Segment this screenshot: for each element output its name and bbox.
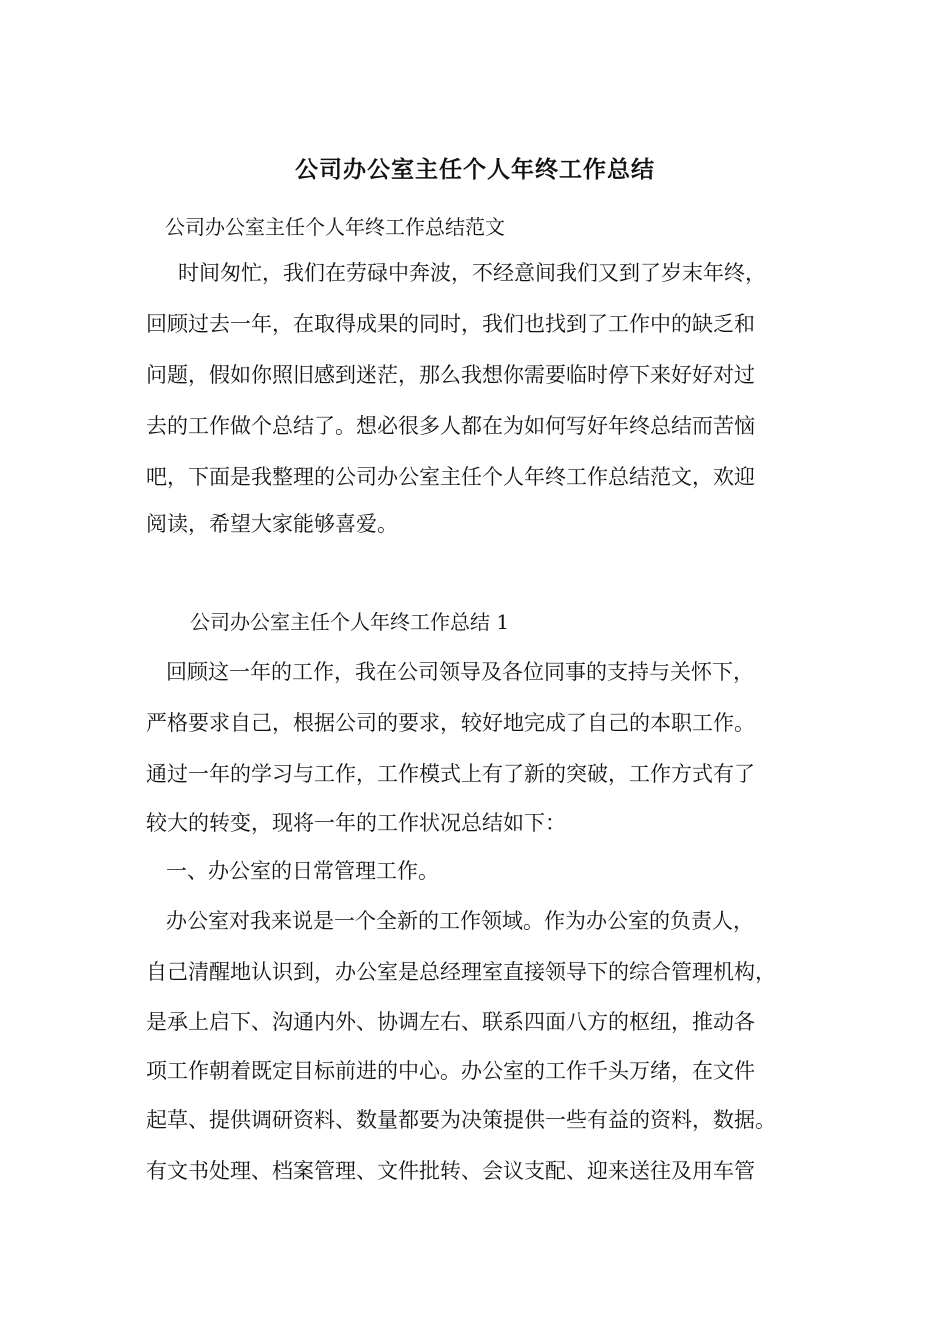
section-line: 严格要求自己，根据公司的要求，较好地完成了自己的本职工作。 xyxy=(146,711,755,735)
intro-line: 时间匆忙，我们在劳碌中奔波，不经意间我们又到了岁末年终， xyxy=(178,261,766,285)
section-line: 通过一年的学习与工作，工作模式上有了新的突破，工作方式有了 xyxy=(146,762,755,786)
intro-line: 问题，假如你照旧感到迷茫，那么我想你需要临时停下来好好对过 xyxy=(146,363,755,387)
intro-line: 阅读，希望大家能够喜爱。 xyxy=(146,512,398,536)
body-line: 有文书处理、档案管理、文件批转、会议支配、迎来送往及用车管 xyxy=(146,1159,755,1183)
intro-line: 吧，下面是我整理的公司办公室主任个人年终工作总结范文，欢迎 xyxy=(146,465,755,489)
body-line: 自己清醒地认识到，办公室是总经理室直接领导下的综合管理机构， xyxy=(146,960,776,984)
body-line: 项工作朝着既定目标前进的中心。办公室的工作千头万绪，在文件 xyxy=(146,1059,755,1083)
body-line: 办公室对我来说是一个全新的工作领域。作为办公室的负责人， xyxy=(166,909,754,933)
document-subtitle: 公司办公室主任个人年终工作总结范文 xyxy=(165,215,505,239)
document-title: 公司办公室主任个人年终工作总结 xyxy=(295,156,655,183)
body-line: 是承上启下、沟通内外、协调左右、联系四面八方的枢纽，推动各 xyxy=(146,1010,755,1034)
heading-1: 一、办公室的日常管理工作。 xyxy=(166,859,439,883)
intro-line: 去的工作做个总结了。想必很多人都在为如何写好年终总结而苦恼 xyxy=(146,414,755,438)
intro-line: 回顾过去一年，在取得成果的同时，我们也找到了工作中的缺乏和 xyxy=(146,312,755,336)
body-line: 起草、提供调研资料、数量都要为决策提供一些有益的资料，数据。 xyxy=(146,1108,776,1132)
section-title: 公司办公室主任个人年终工作总结 1 xyxy=(190,610,510,634)
section-line: 回顾这一年的工作，我在公司领导及各位同事的支持与关怀下， xyxy=(166,660,754,684)
section-line: 较大的转变，现将一年的工作状况总结如下： xyxy=(146,811,566,835)
